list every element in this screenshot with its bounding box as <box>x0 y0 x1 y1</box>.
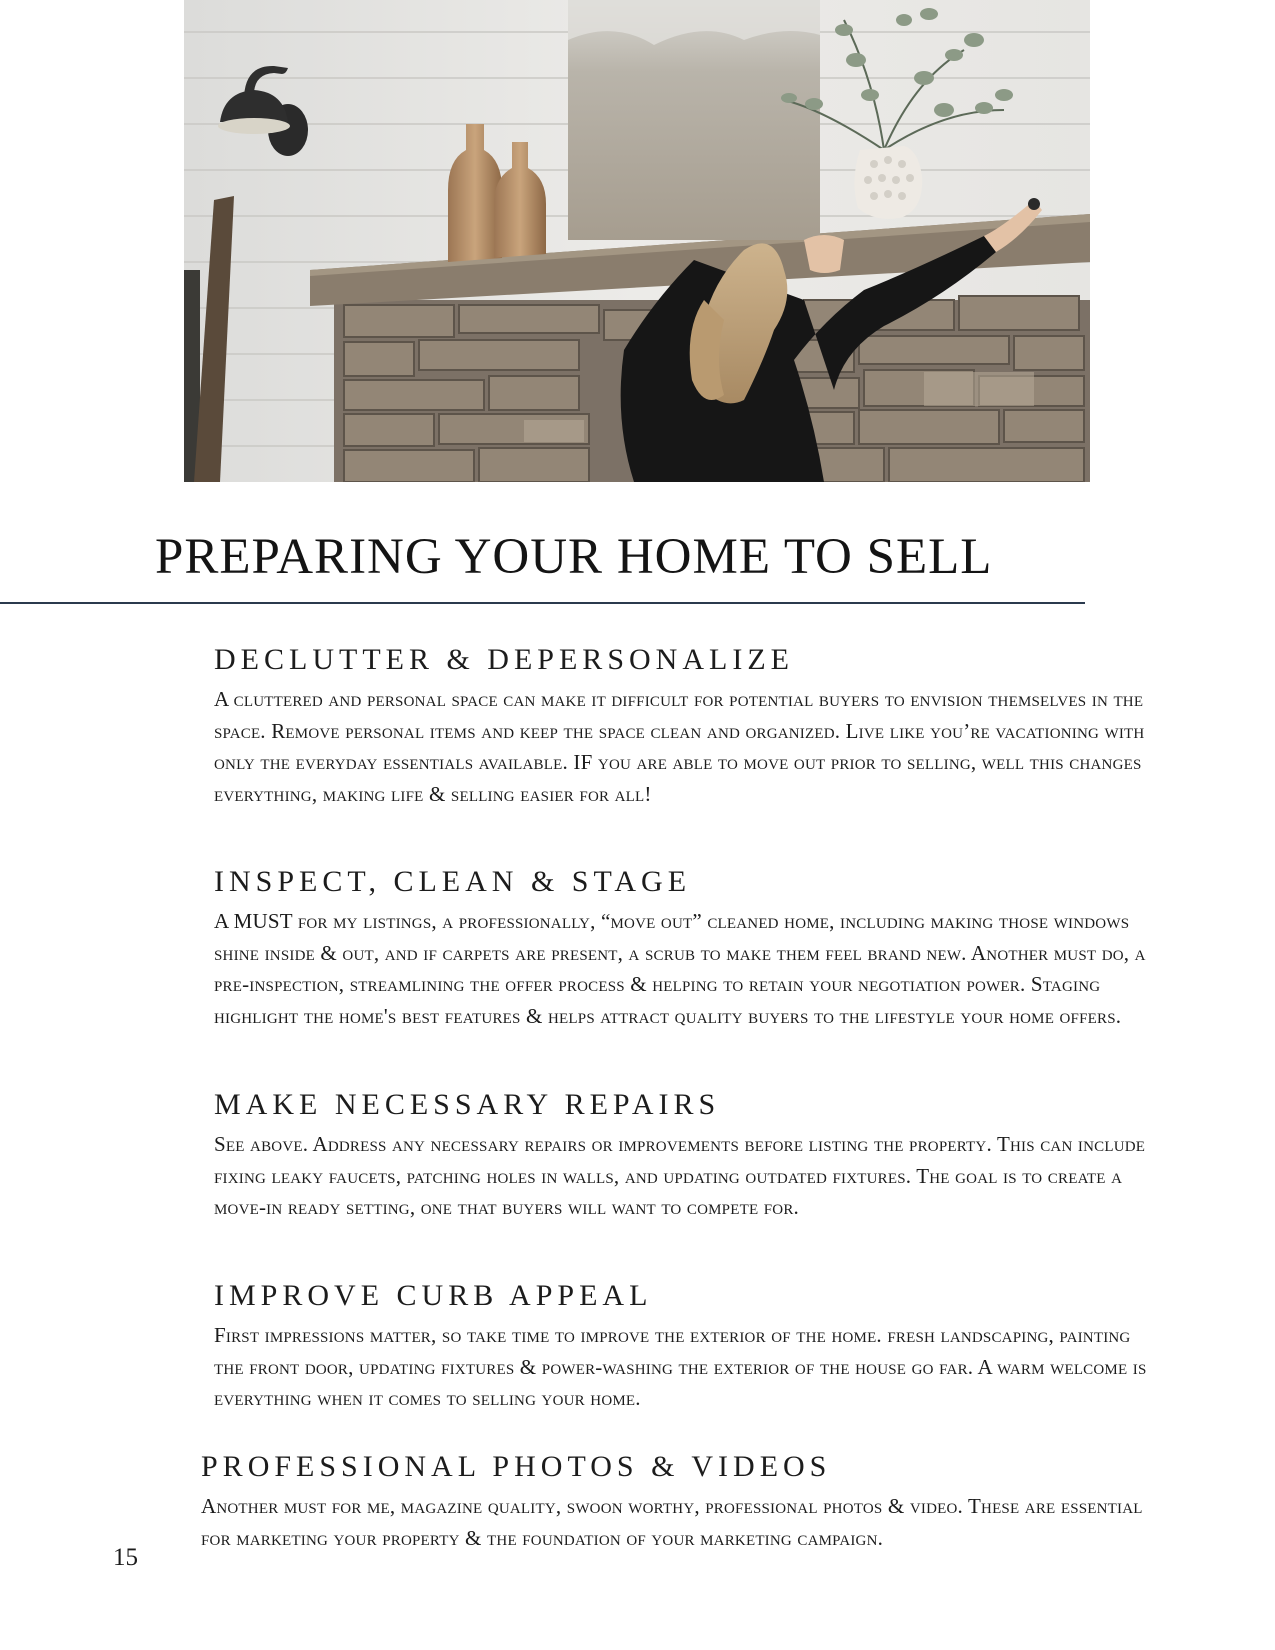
page-title: PREPARING YOUR HOME TO SELL <box>155 529 993 585</box>
section-body: First impressions matter, so take time to improve the exterior of the home. fresh landscaping, painting the front door, updating fixtures & power-washing the exterior of the house go far. A warm welcome is everything when it comes to selling your home. <box>214 1323 1147 1410</box>
section-body: See above. Address any necessary repairs or improvements before listing the property. This can include fixing leaky faucets, patching holes in walls, and updating outdated fixtures. The goal is to create a move-in ready setting, one that buyers will want to compete for. <box>214 1132 1146 1219</box>
title-divider <box>0 602 1085 604</box>
section-body: A MUST for my listings, a professionally, “move out” cleaned home, including making those windows shine inside & out, and if carpets are present, a scrub to make them feel brand new. Another must do, a pre-inspection, streamlining the offer process & helping to retain your negotiation power. Staging highlight the home's best features & helps attract quality buyers to the lifestyle your home offers. <box>214 909 1146 1028</box>
section-heading: DECLUTTER & DEPERSONALIZE <box>214 643 794 676</box>
page-number: 15 <box>113 1544 138 1571</box>
section-heading: INSPECT, CLEAN & STAGE <box>214 865 692 898</box>
section-body: Another must for me, magazine quality, swoon worthy, professional photos & video. These are essential for marketing your property & the foundation of your marketing campaign. <box>201 1494 1143 1550</box>
section-heading: IMPROVE CURB APPEAL <box>214 1279 653 1312</box>
section-repairs <box>214 1085 1159 1224</box>
section-declutter <box>214 640 1159 810</box>
section-photos-videos <box>201 1447 1161 1554</box>
section-body: A cluttered and personal space can make it difficult for potential buyers to envision themselves in the space. Remove personal items and keep the space clean and organized. Live like you’re vacationing with only the everyday essentials available. IF you are able to move out prior to selling, well this changes everything, making life & selling easier for all! <box>214 687 1145 806</box>
section-curb-appeal <box>214 1276 1159 1415</box>
hero-photo <box>184 0 1090 482</box>
section-inspect-clean-stage <box>214 862 1159 1032</box>
section-heading: PROFESSIONAL PHOTOS & VIDEOS <box>201 1450 832 1483</box>
section-heading: MAKE NECESSARY REPAIRS <box>214 1088 721 1121</box>
